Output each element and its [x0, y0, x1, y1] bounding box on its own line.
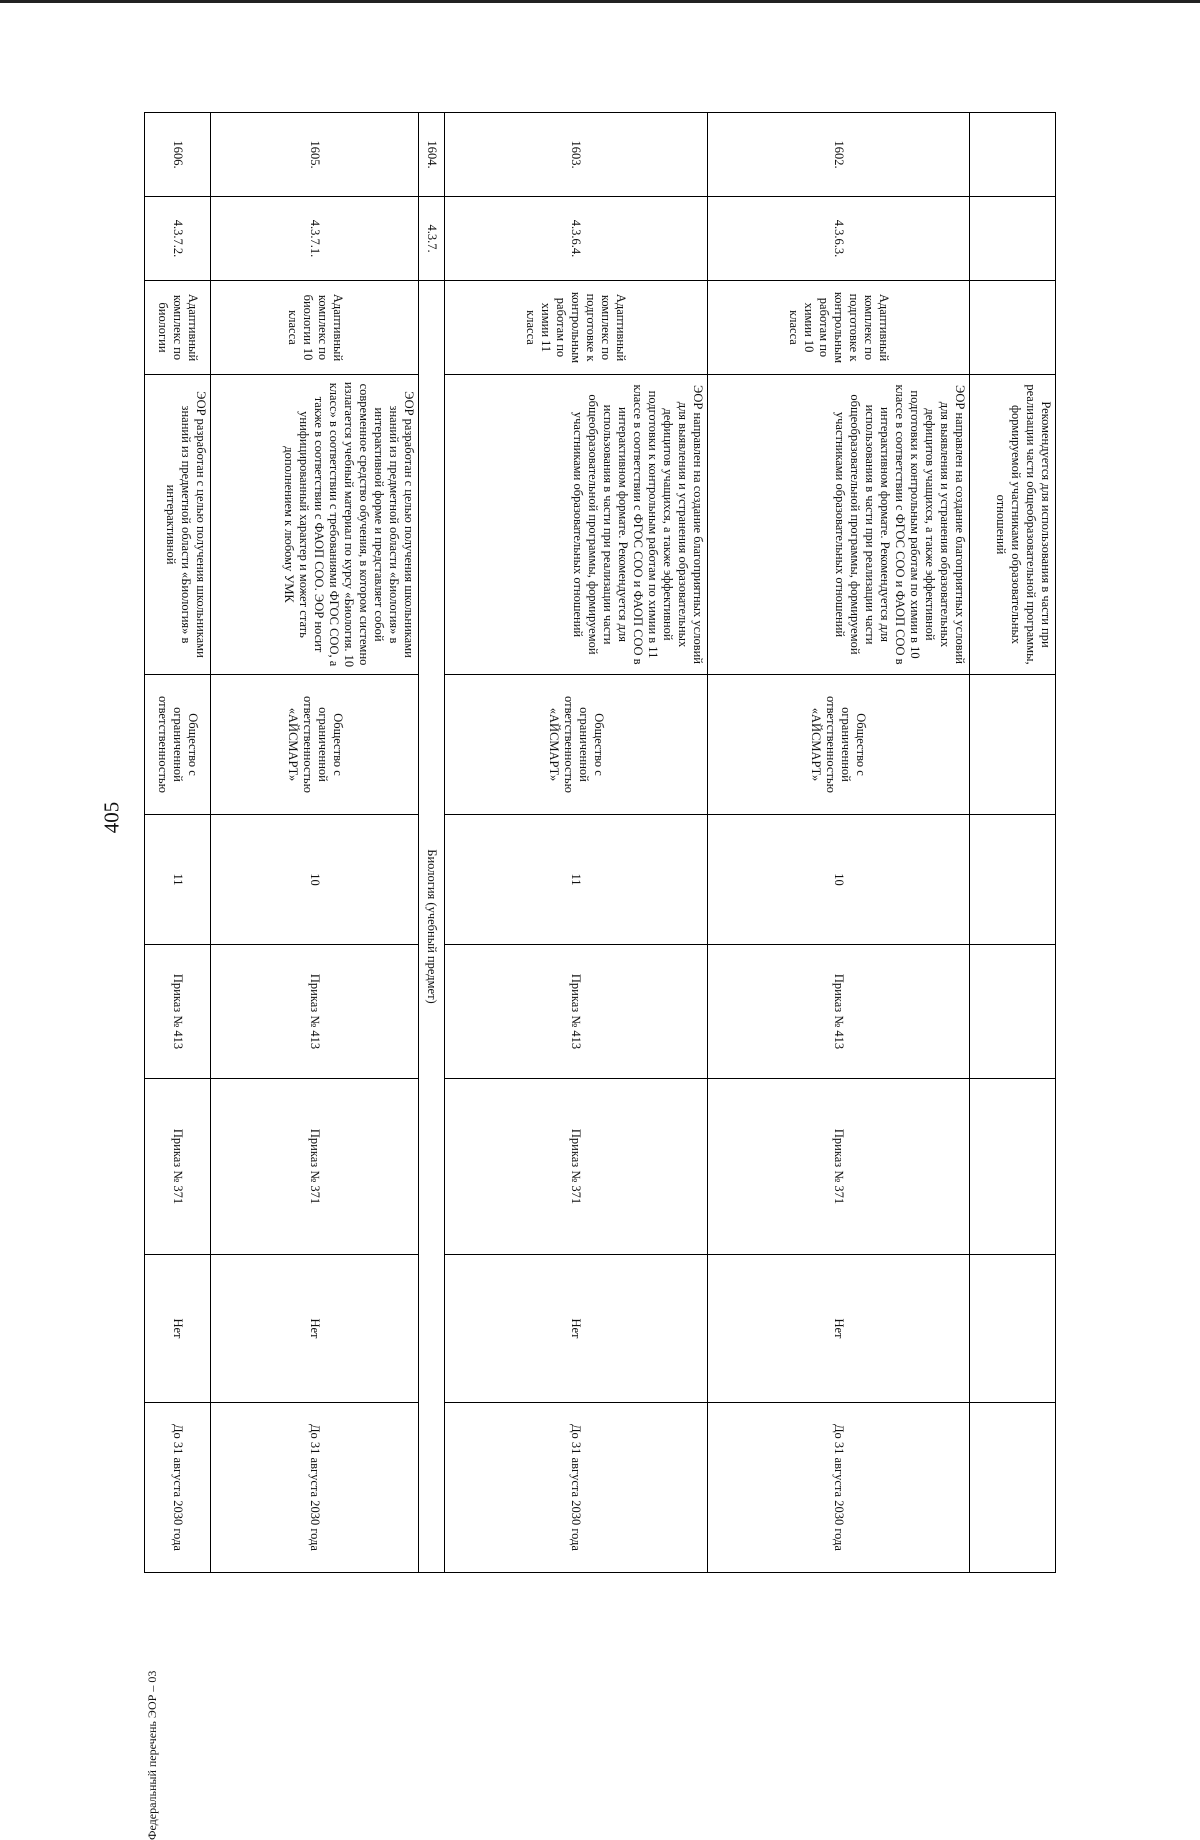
- cell-order1: Приказ № 413: [445, 945, 707, 1079]
- cell-num: 1602.: [707, 113, 969, 197]
- cell-order2: Приказ № 371: [211, 1079, 419, 1255]
- cell-code: 4.3.6.4.: [445, 197, 707, 281]
- cell-term: До 31 августа 2030 года: [211, 1403, 419, 1573]
- cell-org: Общество с ограниченной ответственностью: [145, 675, 211, 815]
- cell-flag: Нет: [211, 1255, 419, 1403]
- cell-description: ЭОР разработан с целью получения школьниками знаний из предметной области «Биология» в интерактивной форме и представляет собой современное средство обучения, в котором системно излагается учебный материал по курсу «Биология. 10 класс» в соответствии с требованиями ФГОС СОО, а также в соответствии с ФАОП СОО. ЭОР носит унифицированный характер и может стать дополнением к любому УМК: [211, 375, 419, 675]
- cell-term: [969, 1403, 1055, 1573]
- cell-order2: Приказ № 371: [707, 1079, 969, 1255]
- cell-order1: Приказ № 413: [707, 945, 969, 1079]
- table-row: [969, 113, 1055, 1573]
- cell-grade: [969, 815, 1055, 945]
- cell-code: 4.3.7.: [419, 197, 445, 281]
- cell-name: [969, 281, 1055, 375]
- table-row: [445, 113, 707, 1573]
- cell-grade: 10: [211, 815, 419, 945]
- eor-table: [144, 112, 1056, 1573]
- cell-term: До 31 августа 2030 года: [145, 1403, 211, 1573]
- cell-order2: Приказ № 371: [145, 1079, 211, 1255]
- subject-row: [419, 113, 445, 1573]
- top-rule: [0, 0, 1200, 3]
- table-row: [707, 113, 969, 1573]
- cell-grade: 10: [707, 815, 969, 945]
- cell-num: 1605.: [211, 113, 419, 197]
- cell-name: Адаптивный комплекс по подготовке к контрольным работам по химии 10 класса: [707, 281, 969, 375]
- cell-flag: [969, 1255, 1055, 1403]
- cell-org: Общество с ограниченной ответственностью «АЙСМАРТ»: [707, 675, 969, 815]
- table-row: [211, 113, 419, 1573]
- cell-order1: Приказ № 413: [211, 945, 419, 1079]
- cell-grade: 11: [445, 815, 707, 945]
- cell-name: Адаптивный комплекс по подготовке к контрольным работам по химии 11 класса: [445, 281, 707, 375]
- cell-flag: Нет: [707, 1255, 969, 1403]
- page-number: 405: [99, 801, 124, 834]
- cell-description: ЭОР направлен на создание благоприятных условий для выявления и устранения образовательных дефицитов учащихся, а также эффективной подготовки к контрольным работам по химии в 10 классе в соответствии с ФГОС СОО и ФАОП СОО в интерактивном формате. Рекомендуется для использования в части при реализации части общеобразовательной программы, формируемой участниками образовательных отношений: [707, 375, 969, 675]
- cell-order2: [969, 1079, 1055, 1255]
- cell-grade: 11: [145, 815, 211, 945]
- rotated-table-wrapper: [144, 112, 1056, 1572]
- cell-name: Адаптивный комплекс по биологии: [145, 281, 211, 375]
- cell-term: До 31 августа 2030 года: [445, 1403, 707, 1573]
- cell-num: 1606.: [145, 113, 211, 197]
- cell-num: 1604.: [419, 113, 445, 197]
- cell-description: ЭОР направлен на создание благоприятных условий для выявления и устранения образовательных дефицитов учащихся, а также эффективной подготовки к контрольным работам по химии в 11 классе в соответствии с ФГОС СОО и ФАОП СОО в интерактивном формате. Рекомендуется для использования в части при реализации части общеобразовательной программы, формируемой участниками образовательных отношений: [445, 375, 707, 675]
- cell-code: 4.3.7.1.: [211, 197, 419, 281]
- cell-num: [969, 113, 1055, 197]
- cell-term: До 31 августа 2030 года: [707, 1403, 969, 1573]
- cell-flag: Нет: [145, 1255, 211, 1403]
- subject-label: Биология (учебный предмет): [419, 281, 445, 1573]
- cell-name: Адаптивный комплекс по биологии 10 класса: [211, 281, 419, 375]
- footer-text: Федеральный перечень ЭОР – 03: [145, 1670, 159, 1840]
- cell-num: 1603.: [445, 113, 707, 197]
- cell-order1: [969, 945, 1055, 1079]
- cell-code: [969, 197, 1055, 281]
- cell-code: 4.3.7.2.: [145, 197, 211, 281]
- cell-org: Общество с ограниченной ответственностью «АЙСМАРТ»: [445, 675, 707, 815]
- cell-order2: Приказ № 371: [445, 1079, 707, 1255]
- cell-org: Общество с ограниченной ответственностью «АЙСМАРТ»: [211, 675, 419, 815]
- cell-description: Рекомендуется для использования в части при реализации части общеобразовательной программы, формируемой участниками образовательных отношений: [969, 375, 1055, 675]
- table-row: [145, 113, 211, 1573]
- cell-flag: Нет: [445, 1255, 707, 1403]
- cell-order1: Приказ № 413: [145, 945, 211, 1079]
- cell-org: [969, 675, 1055, 815]
- cell-description: ЭОР разработан с целью получения школьниками знаний из предметной области «Биология» в интерактивной: [145, 375, 211, 675]
- cell-code: 4.3.6.3.: [707, 197, 969, 281]
